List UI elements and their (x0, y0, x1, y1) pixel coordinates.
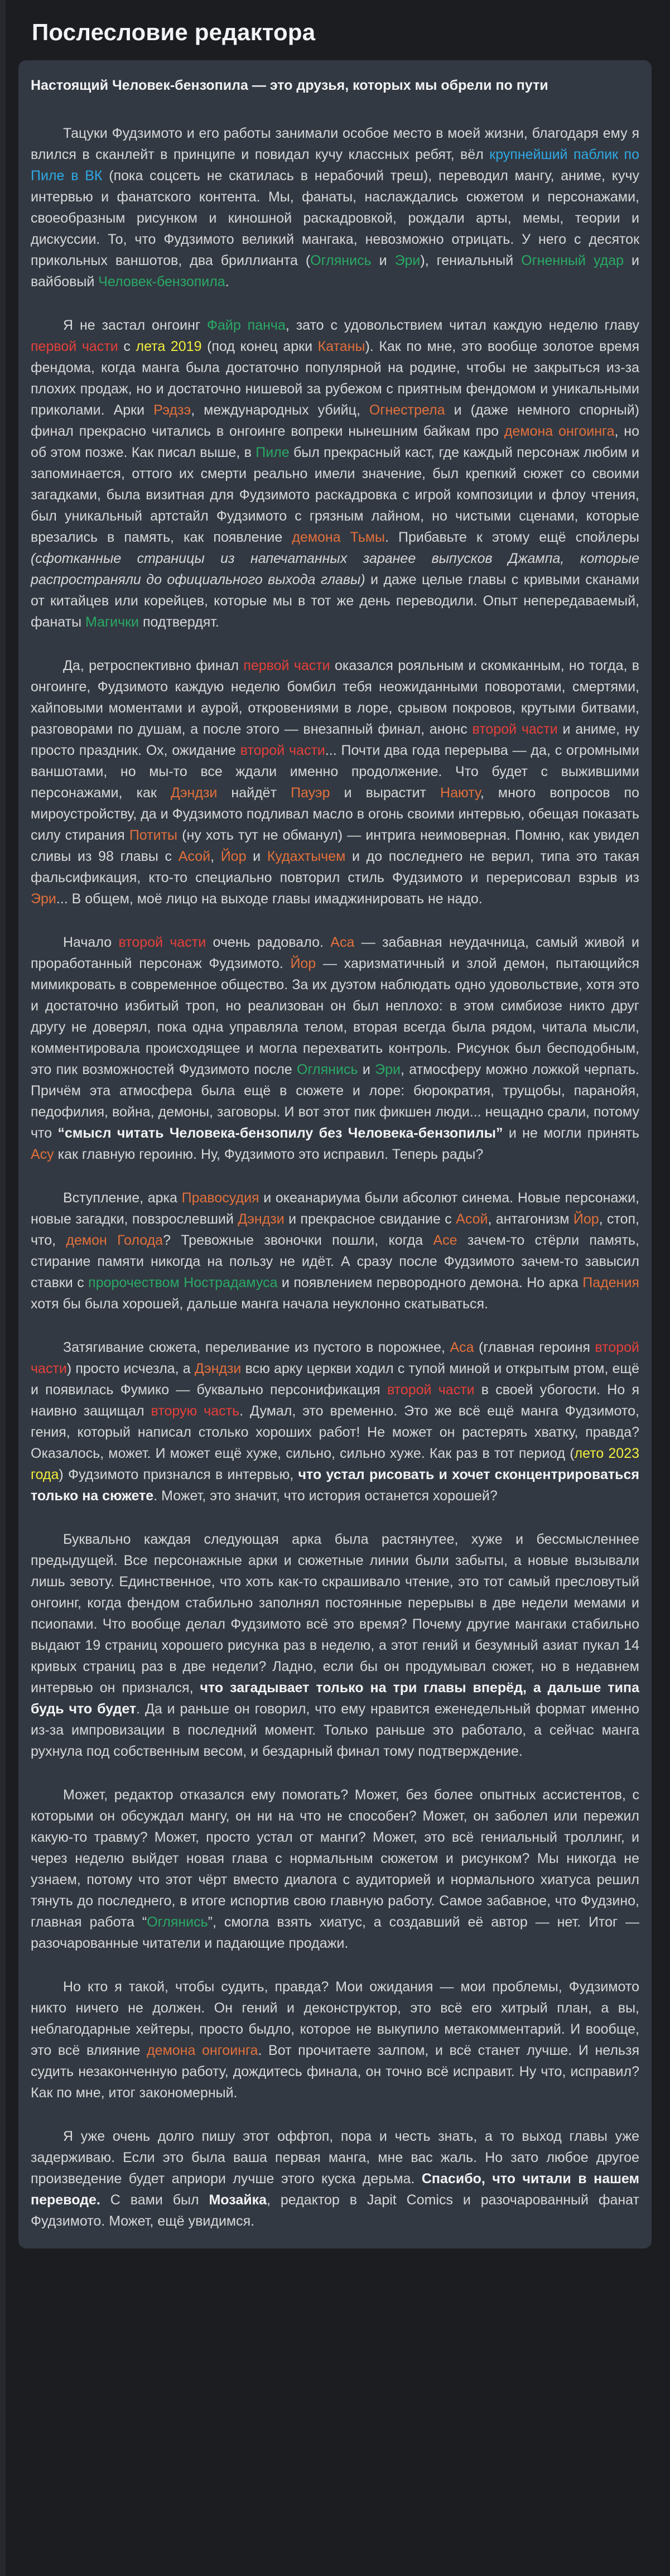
text-run: ) Фудзимото признался в интервью, (59, 1467, 298, 1482)
text-run: Тацуки Фудзимото и его работы занимали особое место в моей жизни, благодаря ему я влился в сканлейт в принципе и повидал кучу классных ребят, вёл (31, 126, 639, 162)
text-run: всю арку церкви ходил с тупой миной и открытым ртом, ещё и появилась Фумико — буквально персонификация (31, 1361, 639, 1398)
text-run: подтвердят. (139, 614, 219, 630)
text-run: и аниме, ну просто праздник. Ох, ожидание (31, 721, 640, 758)
text-run: Наюту (440, 785, 480, 801)
text-run: Эри (394, 253, 421, 268)
text-run: Дэндзи (194, 1361, 242, 1376)
text-run: . (225, 274, 229, 290)
text-run: Аса (330, 935, 355, 950)
text-run: Катаны (317, 339, 365, 354)
text-run: Йор (290, 956, 316, 971)
text-run: Начало (63, 935, 119, 950)
text-run: первой части (243, 658, 330, 673)
text-run: , редактор в Japit Comics и разочарованный фанат Фудзимото. Может, ещё увидимся. (31, 2192, 639, 2229)
text-run: второй части (118, 935, 206, 950)
text-run: зачем-то стёрли память, стирание памяти никогда на пользу не идёт. А сразу после Фудзимото зачем-то завысил ставки с (31, 1232, 639, 1291)
paragraph (31, 1337, 639, 1506)
left-edge-gutter (0, 0, 6, 2576)
text-run: ... Почти два года перерыва — да, с огромными ваншотами, но мы-то все ждали именно продолжение. Что будет с выжившими персонажами, как (31, 743, 639, 801)
paragraph (31, 1529, 639, 1762)
text-run: найдёт (217, 785, 291, 801)
text-run: Дэндзи (238, 1211, 285, 1227)
text-run: Буквально каждая следующая арка была растянутее, хуже и бессмысленнее предыдущей. Все персонажные арки и сюжетные линии были забыты, а новые вызывали лишь зевоту. Единственное, что хоть как-то скрашивало чтение, это тот самый пресловутый онгоинг, когда фендом стабильно заполнял постоянные перерывы в две недели мемами и псиопами. Что вообще делал Фудзимото всё это время? Почему другие мангаки стабильно выдают 19 страниц хорошего рисунка раз в неделю, а этот гений и безумный азиат пукал 14 кривых страниц раз в две недели? Ладно, если бы он продумывал сюжет, но в недавнем интервью он признался, (31, 1532, 639, 1696)
text-run: Может, редактор отказался ему помогать? Может, без более опытных ассистентов, с которыми он обсуждал мангу, он ни на что не способен? Может, он заболел или пережил какую-то травму? Может, просто устал от манги? Может, это всё гениальный троллинг, и через неделю выйдет новая глава с нормальным сюжетом и рисунком? Мы никогда не узнаем, потому что этот чёрт вместо диалога с аудиторией и нормального хиатуса решил тянуть до последнего, в итоге испортив свою главную работу. Самое забавное, что Фудзино, главная работа “ (31, 1787, 639, 1930)
text-run: , стоп, что, (31, 1211, 639, 1248)
text-run: второй части (472, 721, 558, 737)
text-run: Дэндзи (170, 785, 218, 801)
text-run: Пиле (256, 445, 290, 460)
afterword-card (18, 60, 652, 2248)
text-run: (под конец арки (201, 339, 318, 354)
text-run: , атмосферу можно ложкой черпать. Причём эта атмосфера была ещё в сюжете и лоре: бюрократия, трущобы, паранойя, педофилия, война, демоны, заговоры. И вот этот пик фикшен люди... нещадно срали, потому что (31, 1062, 639, 1141)
text-run: первой части (31, 339, 118, 354)
text-run: Асой (178, 849, 211, 864)
text-run: и вырастит (330, 785, 441, 801)
text-run: . Может, это значит, что история останется хорошей? (153, 1488, 498, 1504)
text-run: . Да и раньше он говорил, что ему нравится еженедельный формат именно из-за импровизации в последний момент. Только раньше это работало, а сейчас манга рухнула под собственным весом, и бездарный финал тому подтверждение. (31, 1701, 639, 1759)
text-run: , антагонизм (488, 1211, 573, 1227)
paragraph (31, 2126, 639, 2232)
text-run: Спасибо, что читали в нашем переводе. (31, 2171, 639, 2208)
text-run: что устал рисовать и хочет сконцентрироваться только на сюжете (31, 1467, 639, 1504)
text-run: в своей убогости. Но я наивно защищал (31, 1382, 639, 1419)
paragraph (31, 1976, 639, 2103)
paragraph (31, 1784, 639, 1954)
text-run: что загадывает только на три главы вперёд, а дальше типа будь что будет (31, 1680, 639, 1717)
text-run: демона Тьмы (292, 529, 385, 545)
text-run: Оглянись (147, 1914, 208, 1930)
text-run: Правосудия (181, 1190, 259, 1206)
text-run: Оглянись (310, 253, 372, 268)
text-run: Асой (456, 1211, 488, 1227)
text-run: — харизматичный и злой демон, пытающийся мимикровать в современное общество. За их дуэтом наблюдать одно удовольствие, хотя это и достаточно избитый троп, но реализован он был неплохо: в этом симбиозе никто друг другу не доверял, пока одна управляла телом, вторая всегда была рядом, читала мысли, комментировала происходящее и могла перехватить контроль. Рисунок был бесподобным, это пик возможностей Фудзимото после (31, 956, 640, 1077)
text-run: Кудахтычем (267, 849, 346, 864)
text-run: Йор (573, 1211, 599, 1227)
text-run: и вайбовый (31, 253, 639, 290)
text-run: и (246, 849, 267, 864)
text-run: Йор (220, 849, 247, 864)
text-run: второй части (240, 743, 325, 758)
text-run: — забавная неудачница, самый живой и проработанный персонаж Фудзимото. (31, 935, 639, 971)
text-run: С вами был (100, 2192, 209, 2208)
text-run: “смысл читать Человека-бензопилу без Человека-бензопилы” (57, 1125, 503, 1141)
text-run: (ну хоть тут не обманул) — интрига неимоверная. Помню, как увидел сливы из 98 главы с (31, 827, 640, 864)
text-run: и появлением первородного демона. Но арка (277, 1275, 583, 1291)
text-run: ). Как по мне, это вообще золотое время фендома, когда манга была достаточно популярной на родине, чтобы не закрыться из-за плохих продаж, но и достаточно нишевой за рубежом с приятным фендомом и уникальными приколами. Арки (31, 339, 639, 418)
text-run: Я уже очень долго пишу этот оффтоп, пора и честь знать, а то выход главы уже задерживаю. Если это была ваша первая манга, мне вас жаль. Но зато любое другое произведение будет априори лучше этого куска дерьма. (31, 2129, 639, 2187)
paragraph (31, 655, 639, 909)
text-run: вторую часть (151, 1403, 240, 1419)
text-run: Аса (450, 1340, 474, 1355)
text-run: Эри (31, 891, 56, 907)
text-run: и прекрасное свидание с (284, 1211, 456, 1227)
text-run: Эри (375, 1062, 401, 1077)
text-run: , много вопросов по мироустройству, да и Фудзимото подливал масло в огонь своими интервью, обещая показать силу стирания (31, 785, 639, 843)
text-run: демона онгоинга (147, 2043, 258, 2058)
text-run: ) просто исчезла, а (66, 1361, 195, 1376)
text-run: Рэдзэ (153, 402, 191, 418)
text-run: , но об этом позже. Как писал выше, в (31, 423, 639, 460)
text-run: пророчеством Нострадамуса (88, 1275, 278, 1291)
inline-link[interactable]: крупнейший паблик по Пиле в ВК (31, 147, 639, 184)
text-run: Я не застал онгоинг (63, 317, 207, 333)
text-run: лета 2019 (136, 339, 202, 354)
text-run: демон Голода (66, 1232, 163, 1248)
text-run: Файр панча (206, 317, 286, 333)
text-run: Падения (582, 1275, 639, 1291)
text-run: очень радовало. (206, 935, 331, 950)
article-lead: Настоящий Человек-бензопила — это друзья, которых мы обрели по пути (31, 78, 548, 93)
text-run: как главную героиню. Ну, Фудзимото это исправил. Теперь рады? (54, 1147, 484, 1162)
text-run: . Вот прочитаете залпом, и всё станет лучше. И нельзя судить незаконченную работу, дождитесь финала, он точно всё исправит. Ну что, исправил? Как по мне, итог закономерный. (31, 2043, 639, 2101)
text-run: . Думал, это временно. Это же всё ещё манга Фудзимото, гения, который написал столько хороших работ! Не может он растерять хватку, правда? Оказалось, может. И может ещё хуже, сильно, сильно хуже. Как раз в тот период ( (31, 1403, 639, 1461)
text-run: и (даже немного спорный) финал прекрасно читались в онгоинге вопреки нынешним байкам про (31, 402, 640, 439)
text-run: Вступление, арка (63, 1190, 182, 1206)
text-run: (пока соцсеть не скатилась в нерабочий треш), переводил мангу, аниме, кучу интервью и фанатского контента. Мы, фанаты, наслаждались сюжетом и персонажами, своеобразным рисунком и киношной раскадровкой, рождали арты, мемы, теории и дискуссии. То, что Фудзимото великий мангака, невозможно отрицать. У него с десяток прикольных ваншотов, два бриллианта ( (31, 168, 639, 268)
text-run: демона онгоинга (504, 423, 615, 439)
paragraph (31, 932, 639, 1165)
text-run: Огненный удар (521, 253, 624, 268)
text-run: Но кто я такой, чтобы судить, правда? Мои ожидания — мои проблемы, Фудзимото никто ничего не должен. Он гений и деконструктор, это всё его хитрый план, а вы, неблагодарные хейтеры, просто быдло, которое не выкупило метакомментарий. И вообще, это всё влияние (31, 1979, 639, 2058)
text-run: ? Тревожные звоночки пошли, когда (163, 1232, 433, 1248)
text-run: Асу (31, 1147, 54, 1162)
text-run: второй части (31, 1340, 639, 1376)
text-run: и не могли принять (503, 1125, 640, 1141)
text-run: , международных убийц, (191, 402, 369, 418)
text-run: (сфотканные страницы из напечатанных заранее выпусков Джампа, которые распространяли до официального выхода главы) (31, 551, 639, 588)
text-run: и (358, 1062, 375, 1077)
text-run: хотя бы была хорошей, дальше манга начала неуклонно скатываться. (31, 1296, 489, 1312)
page-title: Послесловие редактора (32, 19, 316, 45)
paragraph (31, 315, 639, 633)
text-run: был прекрасный каст, где каждый персонаж любим и запоминается, оттого их смерти реально имели значение, был крепкий сюжет со своими загадками, была визитная для Фудзимото раскадровка с игрой композиции и флоу чтения, был уникальный артстайл Фудзимото с грязным лайном, но чистыми сценами, которые врезались в память, как появление (31, 445, 640, 545)
text-run: с (118, 339, 136, 354)
text-run: и даже целые главы с кривыми сканами от китайцев или корейцев, которые мы в тот же день переводили. Опыт непередаваемый, фанаты (31, 572, 639, 630)
text-run: второй части (387, 1382, 475, 1398)
text-run: лето 2023 года (31, 1446, 640, 1482)
text-run: ”, смогла взять хиатус, а создавший её автор — нет. Итог — разочарованные читатели и падающие продажи. (31, 1914, 639, 1951)
text-run: Огнестрела (369, 402, 445, 418)
text-run: . Прибавьте к этому ещё спойлеры (385, 529, 640, 545)
text-run: (главная героиня (474, 1340, 595, 1355)
text-run: Пауэр (291, 785, 330, 801)
text-run: Магички (85, 614, 139, 630)
text-run: , (210, 849, 221, 864)
article-paragraphs (31, 123, 639, 2232)
text-run: Человек-бензопила (98, 274, 225, 290)
text-run: ), гениальный (420, 253, 522, 268)
text-run: и до последнего не верил, типа это такая фальсификация, кто-то специально повторил стиль Фудзимото и перерисовал взрыв из (31, 849, 639, 885)
text-run: Мозайка (209, 2192, 267, 2208)
text-run: , зато с удовольствием читал каждую неделю главу (285, 317, 639, 333)
text-run: и (371, 253, 395, 268)
text-run: ... В общем, моё лицо на выходе главы имаджинировать не надо. (56, 891, 483, 907)
text-run: Оглянись (297, 1062, 358, 1077)
paragraph (31, 123, 639, 292)
text-run: Асе (433, 1232, 457, 1248)
paragraph (31, 1187, 639, 1315)
text-run: и океанариума были абсолют синема. Новые персонажи, новые загадки, повзрослевший (31, 1190, 639, 1227)
text-run: Затягивание сюжета, переливание из пустого в порожнее, (63, 1340, 450, 1355)
text-run: Да, ретроспективно финал (63, 658, 244, 673)
text-run: оказался рояльным и скомканным, но тогда, в онгоинге, Фудзимото каждую неделю бомбил тебя неожиданными поворотами, смертями, хайповыми моментами и аурой, откровениями в лоре, срывом покровов, крутыми битвами, разговорами по душам, а после этого — внезапный финал, анонс (31, 658, 639, 737)
text-run: Потиты (129, 827, 177, 843)
